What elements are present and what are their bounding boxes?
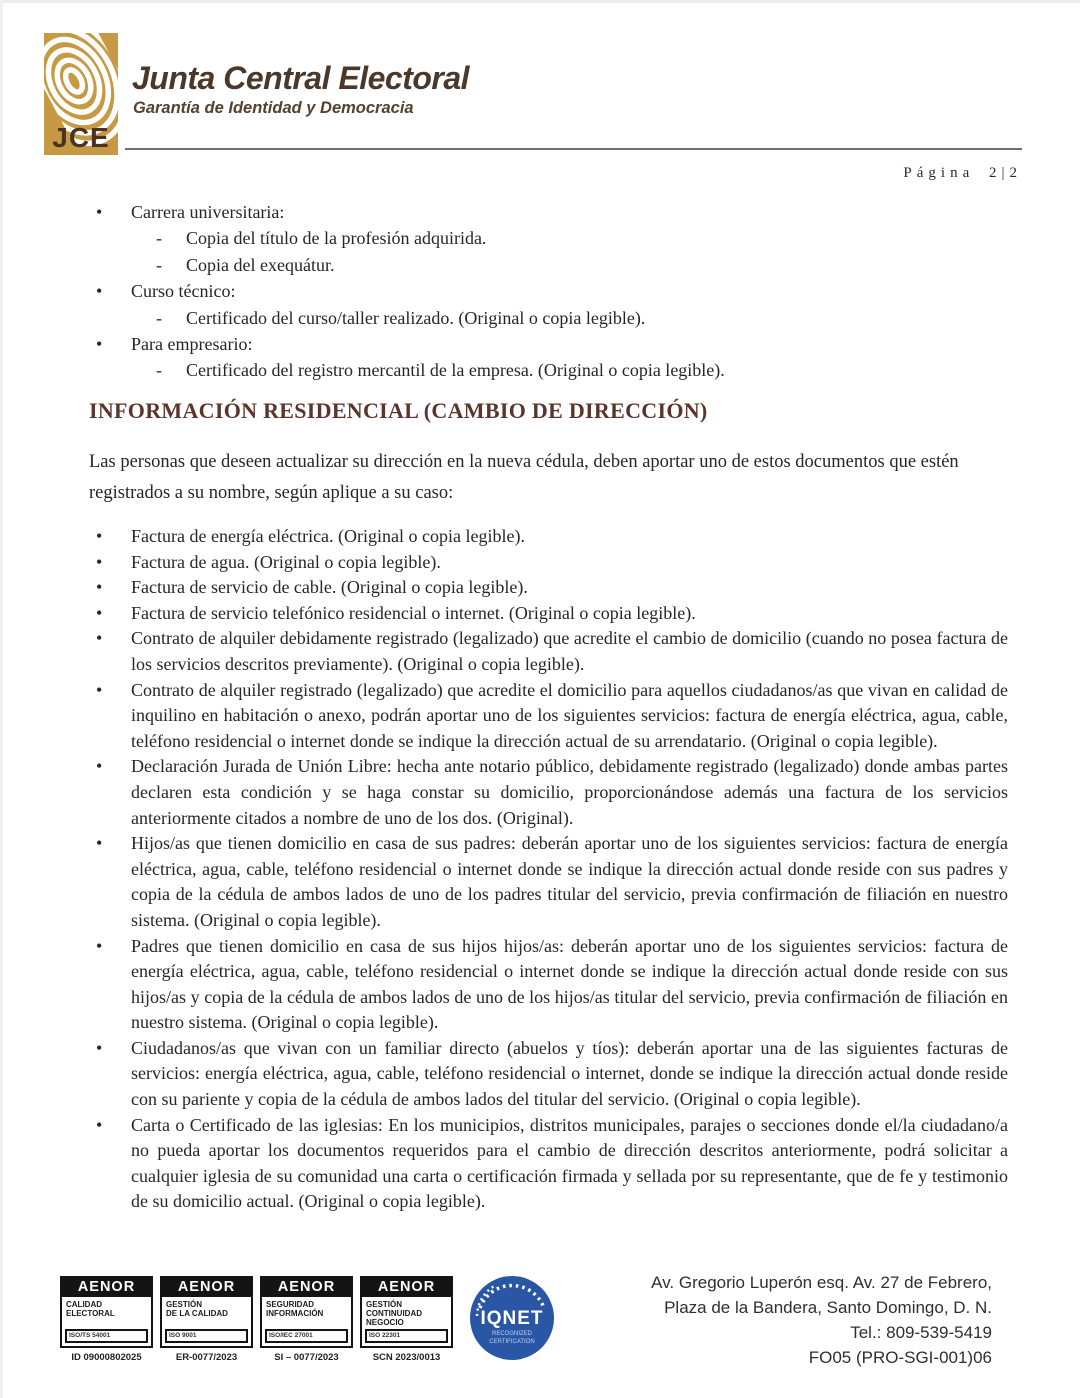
fingerprint-icon — [44, 33, 118, 155]
list-item-text: Factura de agua. (Original o copia legible). — [131, 551, 441, 572]
list-item — [90, 575, 1008, 601]
bullet-icon: • — [96, 628, 103, 649]
form-code: FO05 (PRO-SGI-001)06 — [808, 1348, 992, 1367]
bullet-icon: • — [96, 281, 103, 302]
badge-label: SEGURIDAD — [266, 1300, 315, 1309]
scan-edge — [0, 0, 3, 1398]
aenor-logo: AENOR — [262, 1278, 351, 1297]
jce-logo — [44, 33, 118, 155]
aenor-badge-seguridad-informacion — [260, 1276, 353, 1363]
list-item-label: Carrera universitaria: — [131, 202, 285, 222]
sub-list-item-text: Copia del exequátur. — [186, 254, 335, 275]
badge-cert-number: SI – 0077/2023 — [274, 1352, 339, 1363]
certification-badges — [60, 1276, 558, 1369]
list-item-text: Carta o Certificado de las iglesias: En los municipios, distritos municipales, parajes o secciones donde el/la ciudadano/a no pueda aportar los documentos requeridos para el cambio de dirección descritos anteriormente, podrá solicitar a cualquier iglesia de su comunidad una carta o certificación firmada y sellada por su representante, que de fe y testimonio de su domicilio actual. (Original o copia legible). — [131, 1114, 1008, 1212]
header-divider — [125, 148, 1022, 150]
sub-list-item — [152, 252, 1008, 278]
bullet-icon: • — [96, 1037, 103, 1058]
list-item-text: Factura de servicio telefónico residencial o internet. (Original o copia legible). — [131, 602, 696, 623]
address-phone: Tel.: 809-539-5419 — [850, 1323, 992, 1342]
list-item — [90, 626, 1008, 677]
page-number: Página 2|2 — [903, 165, 1022, 181]
badge-cert-number: SCN 2023/0013 — [372, 1352, 441, 1363]
jce-acronym: JCE — [52, 122, 110, 153]
list-item — [90, 934, 1008, 1036]
aenor-logo: AENOR — [162, 1278, 251, 1297]
address-line: Av. Gregorio Luperón esq. Av. 27 de Febrero, — [651, 1273, 992, 1292]
badge-label: DE LA CALIDAD — [166, 1309, 228, 1318]
list-item — [90, 1036, 1008, 1113]
badge-label: ELECTORAL — [66, 1309, 115, 1318]
list-item — [90, 199, 1008, 225]
document-requirements-list — [90, 199, 1008, 384]
dash-icon: - — [156, 307, 162, 328]
bullet-icon: • — [96, 526, 103, 546]
badge-label: NEGOCIO — [366, 1318, 404, 1327]
list-item-text: Factura de energía eléctrica. (Original o copia legible). — [131, 526, 525, 546]
list-item — [90, 278, 1008, 304]
bullet-icon: • — [96, 679, 103, 700]
badge-label: CALIDAD — [66, 1300, 102, 1309]
list-item — [90, 601, 1008, 627]
iqnet-subtitle: RECOGNIZED — [491, 1331, 533, 1337]
residential-documents-list — [90, 524, 1008, 1215]
aenor-badge-gestion-calidad — [160, 1276, 253, 1363]
list-item — [90, 524, 1008, 550]
aenor-logo: AENOR — [62, 1278, 151, 1297]
list-item-text: Ciudadanos/as que vivan con un familiar directo (abuelos y tíos): deberán aportar una de las siguientes facturas de servicios: energía eléctrica, agua, cable, teléfono residencial o internet, donde se indique la dirección actual donde reside con su pariente y copia de la cédula de ambos lados del titular del servicio. (Original o copia legible). — [131, 1037, 1008, 1110]
sub-list-item — [152, 357, 1008, 383]
list-item — [90, 754, 1008, 831]
sub-list-item — [152, 225, 1008, 251]
iqnet-badge — [466, 1272, 558, 1369]
list-item-label: Para empresario: — [131, 334, 253, 355]
badge-label: CONTINUIDAD — [366, 1309, 422, 1318]
bullet-icon: • — [96, 202, 103, 222]
list-item — [90, 550, 1008, 576]
dash-icon: - — [156, 254, 162, 275]
list-item — [90, 1113, 1008, 1215]
sub-list-item — [152, 305, 1008, 331]
iqnet-icon — [466, 1272, 558, 1364]
list-item-text: Contrato de alquiler debidamente registrado (legalizado) que acredite el cambio de domicilio (cuando no posea factura de los servicios descritos previamente). (Original o copia legible). — [131, 628, 1008, 674]
dash-icon: - — [156, 228, 162, 249]
badge-standard: ISO 22301 — [365, 1329, 448, 1343]
bullet-icon: • — [96, 602, 103, 623]
badge-standard: ISO/TS 54001 — [65, 1329, 148, 1343]
bullet-icon: • — [96, 334, 103, 355]
list-item — [90, 678, 1008, 755]
bullet-icon: • — [96, 756, 103, 777]
org-title: Junta Central Electoral — [132, 60, 470, 96]
bullet-icon: • — [96, 935, 103, 956]
badge-standard: ISO 9001 — [165, 1329, 248, 1343]
list-item-label: Curso técnico: — [131, 281, 236, 302]
sub-list-item-text: Copia del título de la profesión adquirida. — [186, 228, 487, 249]
badge-label: GESTIÓN — [366, 1300, 403, 1309]
bullet-icon: • — [96, 577, 103, 598]
list-item-text: Contrato de alquiler registrado (legalizado) que acredite el domicilio para aquellos ciudadanos/as que vivan en calidad de inquilino en habitación o anexo, podrán aportar uno de los siguientes servicios: factura de energía eléctrica, agua, cable, teléfono residencial o internet donde se indique la dirección actual de su arrendatario. (Original o copia legible). — [131, 679, 1008, 751]
address-line: Plaza de la Bandera, Santo Domingo, D. N. — [664, 1298, 992, 1317]
list-item-text: Hijos/as que tienen domicilio en casa de sus padres: deberán aportar uno de los siguientes servicios: factura de energía eléctrica, agua, cable, teléfono residencial o internet donde se indique la dirección actual donde reside con sus padres y copia de la cédula de ambos lados de uno de los padres titular del servicio, previa confirmación de filiación en nuestro sistema. (Original o copia legible). — [131, 833, 1008, 930]
list-item-text: Factura de servicio de cable. (Original o copia legible). — [131, 577, 528, 598]
list-item — [90, 331, 1008, 357]
aenor-badge-calidad-electoral — [60, 1276, 153, 1363]
badge-cert-number: ID 09000802025 — [71, 1352, 142, 1363]
list-item-text: Declaración Jurada de Unión Libre: hecha ante notario público, debidamente registrado (legalizado) donde ambas partes declaren esta condición y se haga constar su domicilio, proporcionándose además una factura de los servicios anteriormente citados a nombre de uno de los dos. (Original). — [131, 756, 1008, 828]
section-heading: INFORMACIÓN RESIDENCIAL (CAMBIO DE DIRECCIÓN) — [89, 398, 708, 423]
badge-label: GESTIÓN — [166, 1300, 203, 1309]
bullet-icon: • — [96, 551, 103, 572]
scan-edge — [0, 0, 1080, 3]
sub-list-item-text: Certificado del registro mercantil de la empresa. (Original o copia legible). — [186, 360, 725, 381]
iqnet-subtitle: CERTIFICATION — [489, 1339, 535, 1345]
badge-label: INFORMACIÓN — [266, 1309, 324, 1318]
sub-list-item-text: Certificado del curso/taller realizado. (Original o copia legible). — [186, 307, 646, 328]
aenor-badge-continuidad-negocio — [360, 1276, 453, 1363]
footer-address — [651, 1270, 992, 1370]
section-intro: Las personas que deseen actualizar su dirección en la nueva cédula, deben aportar uno de estos documentos que estén registrados a su nombre, según aplique a su caso: — [89, 452, 959, 503]
badge-standard: ISO/IEC 27001 — [265, 1329, 348, 1343]
aenor-logo: AENOR — [362, 1278, 451, 1297]
iqnet-label: IQNET — [480, 1308, 544, 1329]
list-item-text: Padres que tienen domicilio en casa de sus hijos hijos/as: deberán aportar uno de los siguientes servicios: factura de energía eléctrica, agua, cable, teléfono residencial o internet donde se indique la dirección actual donde reside con sus hijos/as y copia de la cédula de ambos lados de uno de los hijos/as titular del servicio, previa confirmación de filiación en nuestro sistema. (Original o copia legible). — [131, 935, 1008, 1033]
bullet-icon: • — [96, 833, 103, 854]
list-item — [90, 831, 1008, 933]
dash-icon: - — [156, 360, 162, 381]
org-tagline: Garantía de Identidad y Democracia — [133, 99, 414, 117]
bullet-icon: • — [96, 1114, 103, 1135]
badge-cert-number: ER-0077/2023 — [175, 1352, 238, 1363]
